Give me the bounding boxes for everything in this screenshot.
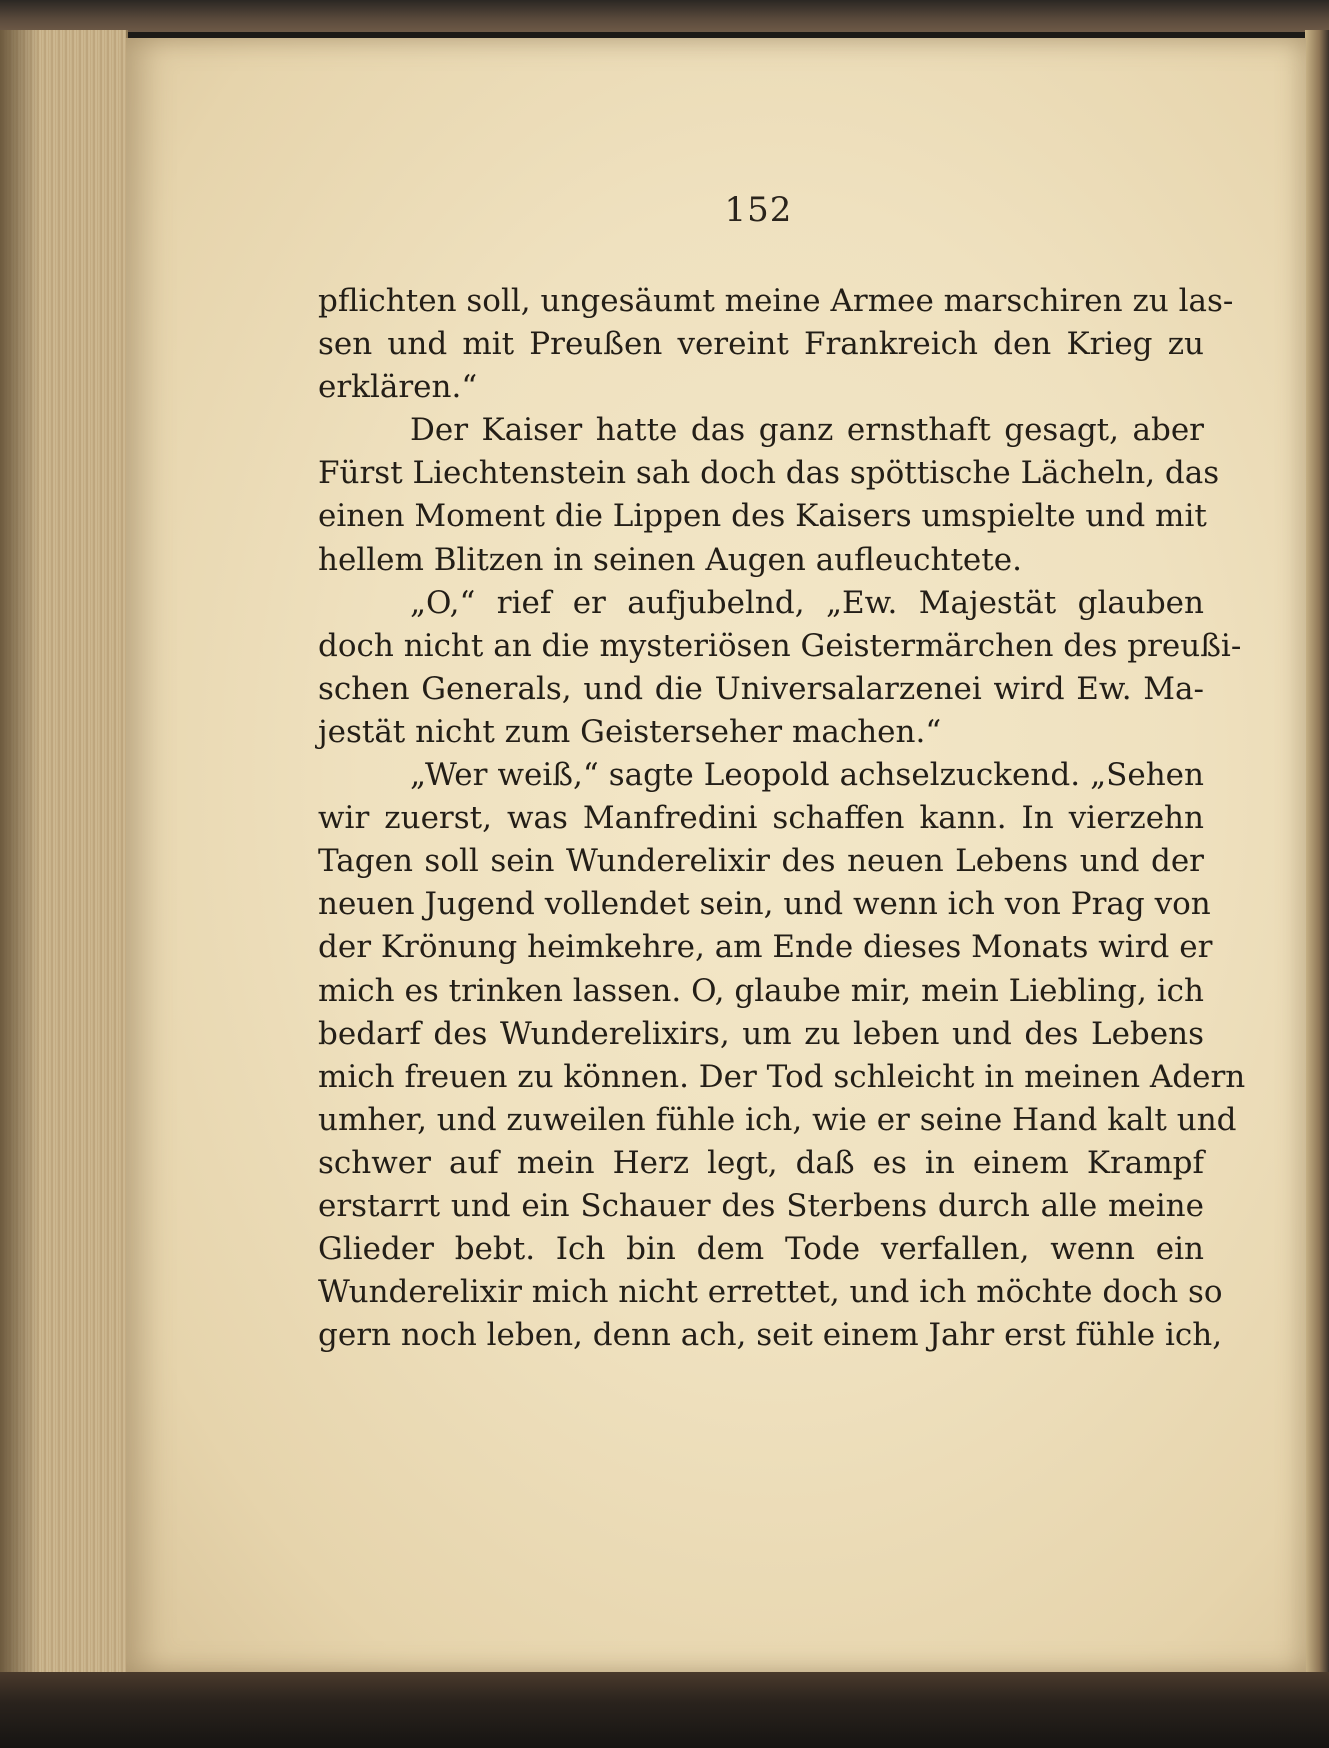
text-line: doch nicht an die mysteriösen Geistermärchen des preußi- xyxy=(318,627,1242,664)
text-line: gern noch leben, denn ach, seit einem Jahr erst fühle ich, xyxy=(318,1317,1223,1354)
book-bottom-edge xyxy=(0,1672,1329,1748)
text-line: jestät nicht zum Geisterseher machen.“ xyxy=(318,713,942,750)
text-line: erklären.“ xyxy=(318,369,478,406)
body-text xyxy=(318,280,1246,1357)
text-line: Tagen soll sein Wunderelixir des neuen Lebens und der xyxy=(318,843,1204,880)
text-line: „O,“ rief er aufjubelnd, „Ew. Majestät glauben xyxy=(410,584,1204,621)
page-number: 152 xyxy=(724,190,793,230)
text-line: hellem Blitzen in seinen Augen aufleuchtete. xyxy=(318,541,1022,578)
text-line: erstarrt und ein Schauer des Sterbens durch alle meine xyxy=(318,1187,1204,1224)
text-line: umher, und zuweilen fühle ich, wie er seine Hand kalt und xyxy=(318,1101,1237,1138)
text-line: Fürst Liechtenstein sah doch das spöttische Lächeln, das xyxy=(318,455,1220,492)
book-top-edge xyxy=(0,0,1329,32)
text-line: bedarf des Wunderelixirs, um zu leben und des Lebens xyxy=(318,1015,1204,1052)
text-line: mich es trinken lassen. O, glaube mir, mein Liebling, ich xyxy=(318,972,1204,1009)
text-line: „Wer weiß,“ sagte Leopold achselzuckend. „Sehen xyxy=(410,757,1204,794)
text-line: Glieder bebt. Ich bin dem Tode verfallen, wenn ein xyxy=(318,1231,1204,1268)
book-right-edge xyxy=(1305,30,1329,1678)
text-line: mich freuen zu können. Der Tod schleicht in meinen Adern xyxy=(318,1058,1246,1095)
page-stack-edge xyxy=(0,30,128,1678)
text-line: sen und mit Preußen vereint Frankreich den Krieg zu xyxy=(318,326,1204,363)
text-line: schen Generals, und die Universalarzenei wird Ew. Ma- xyxy=(318,670,1204,707)
text-line: der Krönung heimkehre, am Ende dieses Monats wird er xyxy=(318,929,1213,966)
text-line: pflichten soll, ungesäumt meine Armee marschiren zu las- xyxy=(318,283,1234,319)
text-line: Der Kaiser hatte das ganz ernsthaft gesagt, aber xyxy=(410,412,1204,449)
text-line: Wunderelixir mich nicht errettet, und ich möchte doch so xyxy=(318,1274,1223,1311)
text-line: schwer auf mein Herz legt, daß es in einem Krampf xyxy=(318,1144,1204,1181)
text-line: neuen Jugend vollendet sein, und wenn ich von Prag von xyxy=(318,886,1211,923)
text-line: wir zuerst, was Manfredini schaffen kann. In vierzehn xyxy=(318,800,1204,837)
text-line: einen Moment die Lippen des Kaisers umspielte und mit xyxy=(318,498,1207,535)
